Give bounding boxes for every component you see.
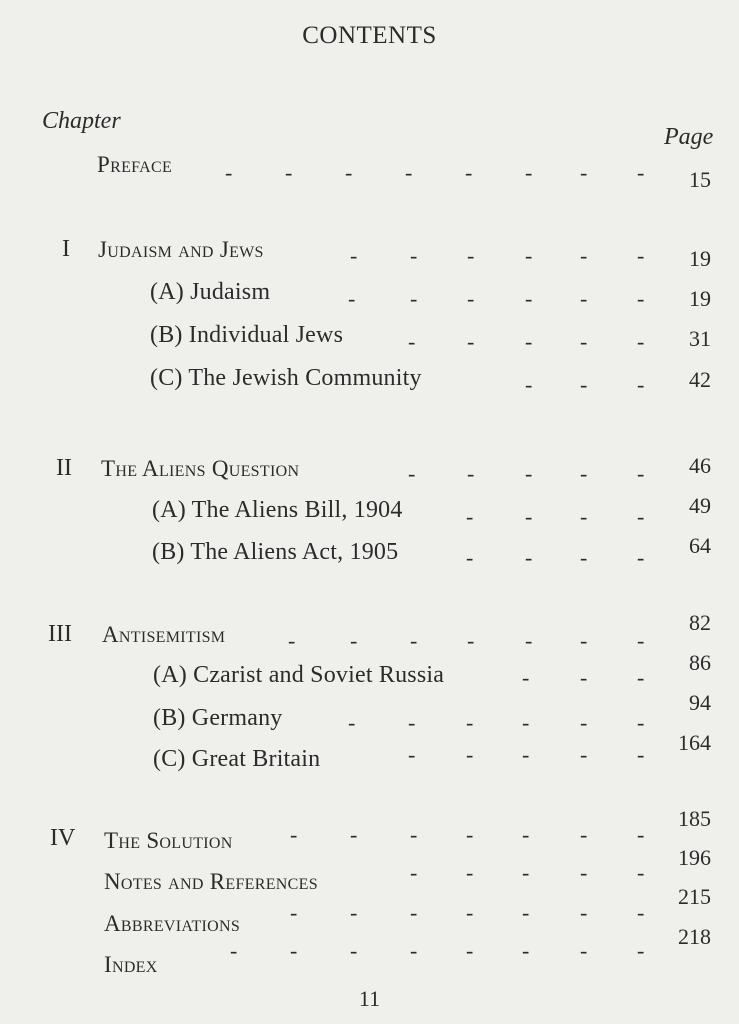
leader-dash: - <box>580 545 588 570</box>
leader-dash: - <box>637 461 645 486</box>
leader-dash: - <box>580 938 588 963</box>
leader-dash: - <box>580 372 588 397</box>
page-title: CONTENTS <box>302 22 437 49</box>
leader-dash: - <box>637 286 645 311</box>
folio-page-number: 11 <box>358 986 381 1011</box>
page-number: 196 <box>678 845 711 870</box>
leader-dash: - <box>348 286 356 311</box>
toc-entry-section: (B) The Aliens Act, 1905 <box>152 539 399 565</box>
leader-dash: - <box>410 938 418 963</box>
leader-dash: - <box>466 504 474 529</box>
leader-dash: - <box>522 860 530 885</box>
page-number: 46 <box>689 453 711 478</box>
leader-dash: - <box>522 822 530 847</box>
leader-dash: - <box>580 329 588 354</box>
leader-dash: - <box>637 504 645 529</box>
leader-dash: - <box>637 742 645 767</box>
leader-dash: - <box>408 461 416 486</box>
page-number: 31 <box>689 326 711 351</box>
chapter-numeral: III <box>48 621 72 647</box>
leader-dash: - <box>637 938 645 963</box>
page-number: 215 <box>678 884 711 909</box>
leader-dash: - <box>580 742 588 767</box>
page-number: 19 <box>689 246 711 271</box>
chapter-numeral: I <box>62 236 70 262</box>
page-number: 185 <box>678 806 711 831</box>
leader-dash: - <box>466 900 474 925</box>
leader-dash: - <box>466 860 474 885</box>
leader-dash: - <box>637 900 645 925</box>
leader-dash: - <box>466 710 474 735</box>
leader-dash: - <box>580 243 588 268</box>
leader-dash: - <box>522 938 530 963</box>
page-number: 42 <box>689 367 711 392</box>
leader-dash: - <box>467 286 475 311</box>
leader-dash: - <box>525 243 533 268</box>
toc-entry-backmatter: Abbreviations <box>104 911 241 936</box>
leader-dash: - <box>467 628 475 653</box>
leader-dash: - <box>525 160 533 185</box>
page-column-label: Page <box>664 124 714 150</box>
toc-entry-section: (A) Judaism <box>150 279 271 305</box>
toc-entry-preface: Preface <box>97 152 173 177</box>
chapter-column-label: Chapter <box>42 108 121 134</box>
leader-dash: - <box>580 665 588 690</box>
leader-dash: - <box>410 243 418 268</box>
leader-dash: - <box>637 329 645 354</box>
leader-dash: - <box>467 243 475 268</box>
page-number: 19 <box>689 286 711 311</box>
toc-entry-section: (C) The Jewish Community <box>150 365 422 391</box>
leader-dash: - <box>348 710 356 735</box>
page-number: 82 <box>689 610 711 635</box>
toc-entry-chapter: The Aliens Question <box>101 456 300 481</box>
leader-dash: - <box>525 329 533 354</box>
leader-dash: - <box>410 900 418 925</box>
leader-dash: - <box>410 822 418 847</box>
page-number: 15 <box>689 167 711 192</box>
page-number: 64 <box>689 533 711 558</box>
leader-dash: - <box>408 329 416 354</box>
leader-dash: - <box>637 628 645 653</box>
toc-entry-section: (C) Great Britain <box>153 746 321 772</box>
page-number: 218 <box>678 924 711 949</box>
toc-entry-section: (B) Individual Jews <box>150 322 344 348</box>
page-number: 94 <box>689 690 711 715</box>
leader-dash: - <box>290 822 298 847</box>
chapter-numeral: IV <box>50 825 76 851</box>
leader-dash: - <box>466 822 474 847</box>
leader-dash: - <box>467 329 475 354</box>
leader-dash: - <box>522 710 530 735</box>
leader-dash: - <box>285 160 293 185</box>
leader-dash: - <box>466 938 474 963</box>
leader-dash: - <box>637 860 645 885</box>
leader-dash: - <box>410 628 418 653</box>
leader-dash: - <box>410 860 418 885</box>
toc-entry-chapter: Antisemitism <box>102 622 226 647</box>
leader-dash: - <box>580 710 588 735</box>
leader-dash: - <box>525 628 533 653</box>
leader-dash: - <box>522 742 530 767</box>
leader-dash: - <box>350 822 358 847</box>
leader-dash: - <box>408 710 416 735</box>
leader-dash: - <box>637 243 645 268</box>
leader-dash: - <box>580 461 588 486</box>
toc-entry-section: (A) Czarist and Soviet Russia <box>153 662 445 688</box>
leader-dash: - <box>637 665 645 690</box>
leader-dash: - <box>637 710 645 735</box>
leader-dash: - <box>525 286 533 311</box>
leader-dash: - <box>522 900 530 925</box>
leader-dash: - <box>288 628 296 653</box>
leader-dash: - <box>405 160 413 185</box>
leader-dash: - <box>525 461 533 486</box>
leader-dash: - <box>350 628 358 653</box>
leader-dash: - <box>345 160 353 185</box>
leader-dash: - <box>525 372 533 397</box>
leader-dash: - <box>580 860 588 885</box>
leader-dash: - <box>467 461 475 486</box>
toc-entry-section: (B) Germany <box>153 705 283 731</box>
leader-dash: - <box>637 160 645 185</box>
leader-dash: - <box>580 900 588 925</box>
page-number: 164 <box>678 730 711 755</box>
leader-dash: - <box>580 286 588 311</box>
toc-entry-backmatter: Index <box>104 952 158 977</box>
chapter-numeral: II <box>56 455 72 481</box>
leader-dash: - <box>466 742 474 767</box>
toc-entry-chapter: Judaism and Jews <box>98 237 264 262</box>
leader-dash: - <box>580 160 588 185</box>
toc-entry-chapter: The Solution <box>104 828 233 853</box>
leader-dash: - <box>580 504 588 529</box>
leader-dash: - <box>522 665 530 690</box>
leader-dash: - <box>350 900 358 925</box>
leader-dash: - <box>290 938 298 963</box>
leader-dash: - <box>350 243 358 268</box>
leader-dash: - <box>580 628 588 653</box>
leader-dash: - <box>525 504 533 529</box>
toc-entry-section: (A) The Aliens Bill, 1904 <box>152 497 403 523</box>
leader-dash: - <box>230 938 238 963</box>
toc-entry-backmatter: Notes and References <box>104 869 318 894</box>
leader-dash: - <box>350 938 358 963</box>
leader-dash: - <box>637 822 645 847</box>
leader-dash: - <box>225 160 233 185</box>
leader-dash: - <box>580 822 588 847</box>
leader-dash: - <box>637 545 645 570</box>
page-number: 49 <box>689 493 711 518</box>
leader-dash: - <box>465 160 473 185</box>
leader-dash: - <box>637 372 645 397</box>
leader-dash: - <box>290 900 298 925</box>
leader-dash: - <box>466 545 474 570</box>
leader-dash: - <box>410 286 418 311</box>
leader-dash: - <box>408 742 416 767</box>
page-number: 86 <box>689 650 711 675</box>
leader-dash: - <box>525 545 533 570</box>
